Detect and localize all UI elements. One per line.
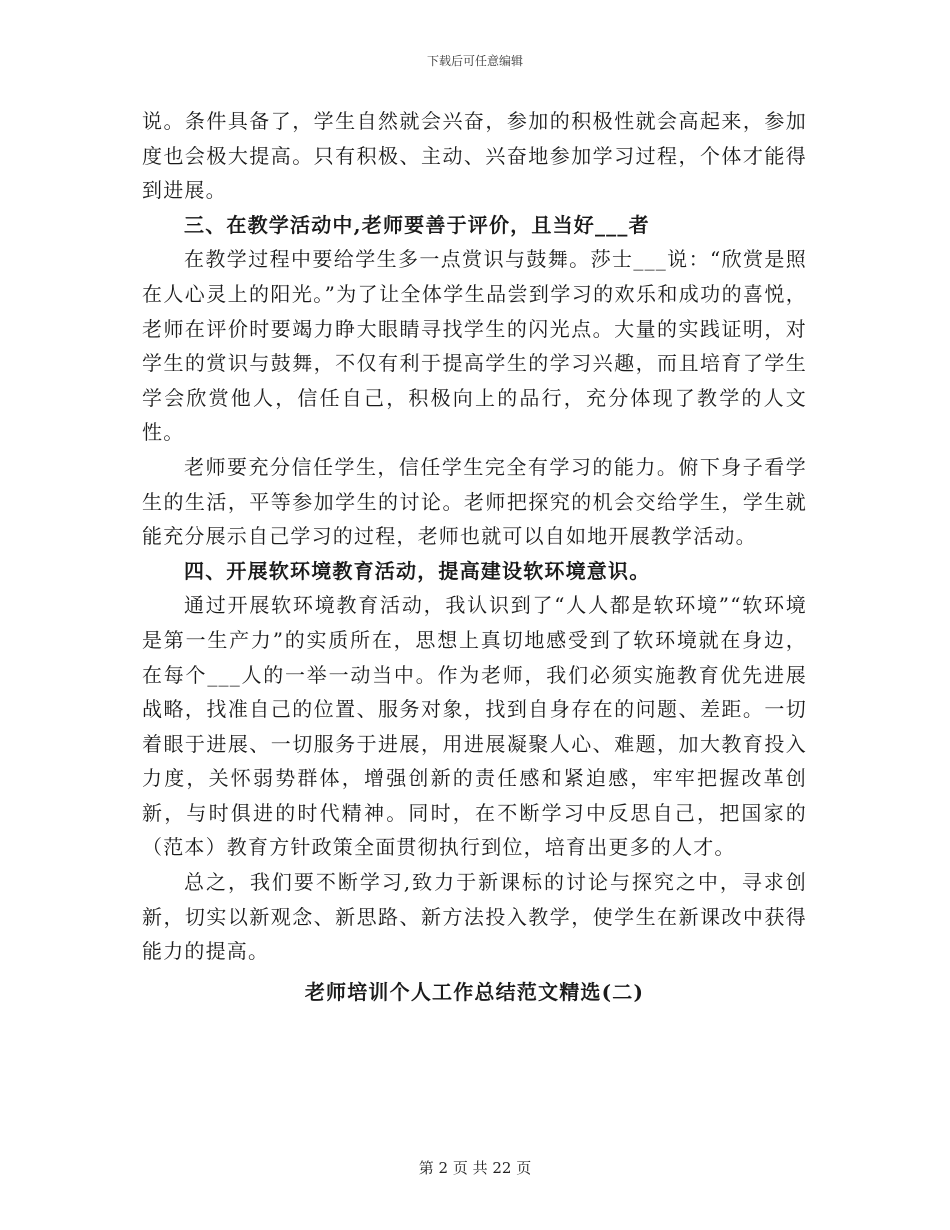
paragraph-conclusion: 总之，我们要不断学习,致力于新课标的讨论与探究之中，寻求创新，切实以新观念、新思路、新方法投入教学，使学生在新课改中获得能力的提高。 (142, 870, 807, 964)
section-heading-3: 三、在教学活动中,老师要善于评价，且当好___者 (184, 212, 650, 237)
section-heading-4: 四、开展软环境教育活动，提高建设软环境意识。 (184, 558, 651, 583)
page-header-note: 下载后可任意编辑 (426, 54, 523, 68)
page-number: 第 2 页 共 22 页 (418, 1159, 532, 1177)
document-body (142, 104, 807, 1009)
next-article-title: 老师培训个人工作总结范文精选(二) (304, 979, 645, 1004)
paragraph-appreciation: 在教学过程中要给学生多一点赏识与鼓舞。莎士___说：“欣赏是照在人心灵上的阳光。”为了让全体学生品尝到学习的欢乐和成功的喜悦，老师在评价时要竭力睁大眼睛寻找学生的闪光点。大量的实践证明，对学生的赏识与鼓舞，不仅有利于提高学生的学习兴趣，而且培育了学生学会欣赏他人，信任自己，积极向上的品行，充分体现了教学的人文性。 (142, 247, 807, 445)
paragraph-continuation: 说。条件具备了，学生自然就会兴奋，参加的积极性就会高起来，参加度也会极大提高。只有积极、主动、兴奋地参加学习过程，个体才能得到进展。 (142, 109, 807, 203)
paragraph-soft-environment: 通过开展软环境教育活动，我认识到了“人人都是软环境”“软环境是第一生产力”的实质所在，思想上真切地感受到了软环境就在身边，在每个___人的一举一动当中。作为老师，我们必须实施教育优先进展战略，找准自己的位置、服务对象，找到自身存在的问题、差距。一切着眼于进展、一切服务于进展，用进展凝聚人心、难题，加大教育投入力度，关怀弱势群体，增强创新的责任感和紧迫感，牢牢把握改革创新，与时俱进的时代精神。同时，在不断学习中反思自己，把国家的（范本）教育方针政策全面贯彻执行到位，培育出更多的人才。 (142, 593, 807, 860)
paragraph-trust-students: 老师要充分信任学生，信任学生完全有学习的能力。俯下身子看学生的生活，平等参加学生的讨论。老师把探究的机会交给学生，学生就能充分展示自己学习的过程，老师也就可以自如地开展教学活动。 (142, 454, 807, 549)
